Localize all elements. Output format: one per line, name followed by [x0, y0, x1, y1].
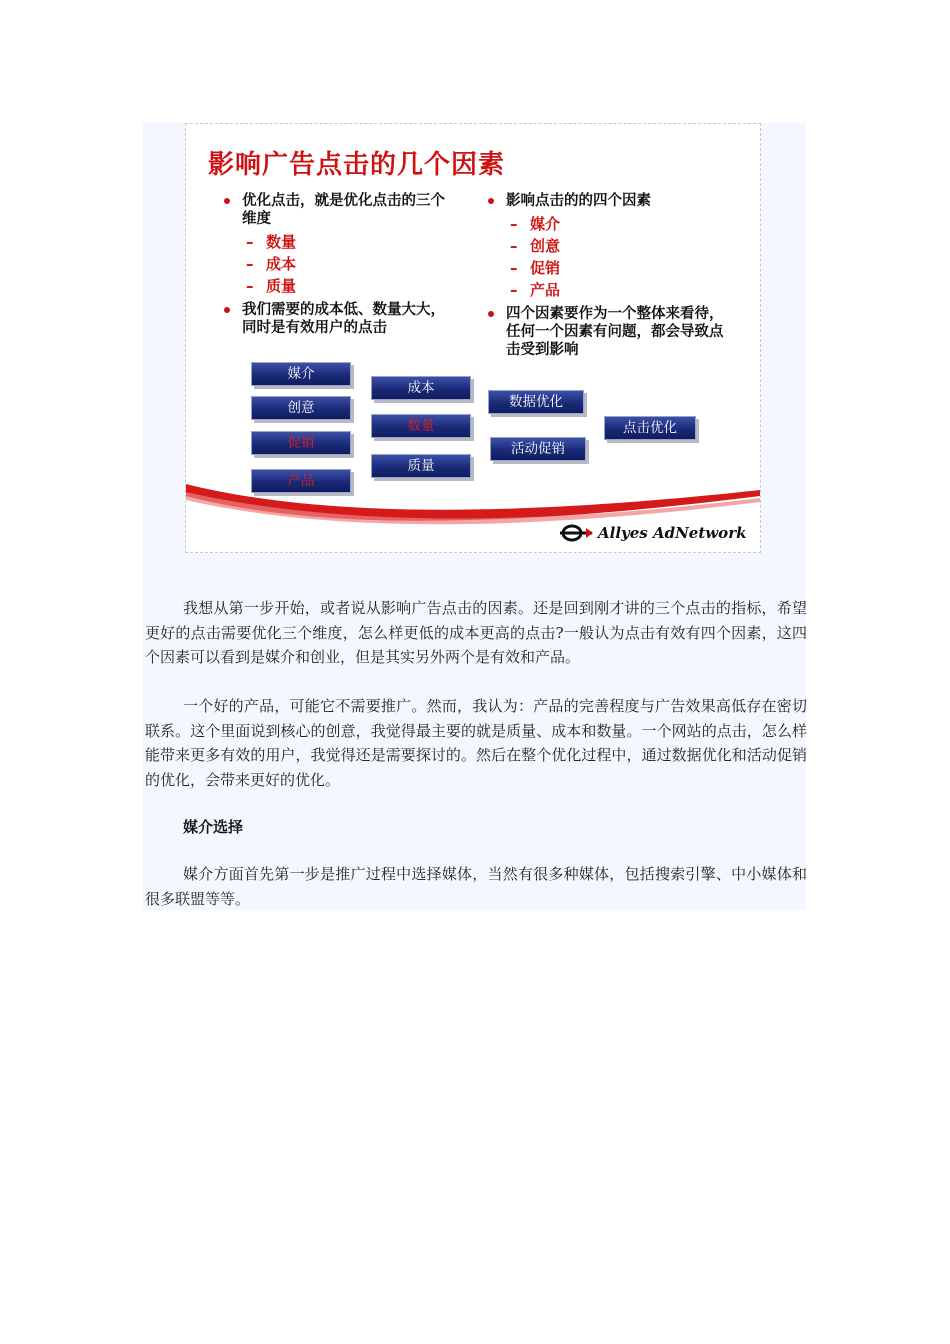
bullet-dot-icon [224, 307, 230, 313]
paragraph: 一个好的产品，可能它不需要推广。然而，我认为：产品的完善程度与广告效果高低存在密切联系。这个里面说到核心的创意，我觉得最主要的就是质量、成本和数量。一个网站的点击，怎么样能带来更多有效的用户，我觉得还是需要探讨的。然后在整个优化过程中，通过数据优化和活动促销的优化，会带来更好的优化。 [145, 697, 807, 789]
box-click-optimization: 点击优化 [604, 416, 696, 440]
bullet-dot-icon [488, 311, 494, 317]
logo-text: Allyes AdNetwork [598, 524, 747, 542]
box-creative: 创意 [251, 396, 351, 420]
slide-sub-item: – 产品 [510, 281, 561, 299]
box-campaign-promotion: 活动促销 [490, 437, 586, 461]
dash-icon: – [246, 255, 254, 273]
slide-left-column [220, 192, 458, 340]
box-media: 媒介 [251, 362, 351, 386]
box-quality: 质量 [371, 454, 471, 478]
slide-title: 影响广告点击的几个因素 [208, 150, 506, 180]
slide-bullet: 我们需要的成本低、数量大大，同时是有效用户的点击 [220, 301, 458, 337]
slide-sub-item: – 质量 [246, 277, 297, 295]
box-data-optimization: 数据优化 [488, 390, 584, 414]
paragraph: 媒介方面首先第一步是推广过程中选择媒体，当然有很多种媒体，包括搜索引擎、中小媒体和很多联盟等等。 [145, 865, 807, 908]
bullet-dot-icon [488, 198, 494, 204]
slide-sub-item: – 成本 [246, 255, 297, 273]
slide-sub-item: – 创意 [510, 237, 561, 255]
box-quantity: 数量 [371, 414, 471, 438]
slide-sub-item: – 数量 [246, 233, 297, 251]
dash-icon: – [246, 277, 254, 295]
slide-bullet: 影响点击的的四个因素 [484, 192, 734, 210]
slide-bullet: 四个因素要作为一个整体来看待，任何一个因素有问题，都会导致点击受到影响 [484, 305, 734, 359]
slide-right-column [484, 192, 734, 362]
dash-icon: – [510, 259, 518, 277]
box-product: 产品 [251, 469, 351, 493]
slide-bullet: 优化点击，就是优化点击的三个维度 [220, 192, 458, 228]
box-cost: 成本 [371, 376, 471, 400]
bullet-dot-icon [224, 198, 230, 204]
dash-icon: – [510, 215, 518, 233]
dash-icon: – [510, 281, 518, 299]
dash-icon: – [246, 233, 254, 251]
slide-sub-item: – 促销 [510, 259, 561, 277]
section-heading: 媒介选择 [183, 818, 244, 836]
box-promotion: 促销 [251, 431, 351, 455]
slide-image [185, 123, 761, 553]
allyes-logo [558, 519, 746, 547]
allyes-logo-icon [558, 523, 594, 543]
dash-icon: – [510, 237, 518, 255]
slide-sub-item: – 媒介 [510, 215, 561, 233]
paragraph: 我想从第一步开始，或者说从影响广告点击的因素。还是回到刚才讲的三个点击的指标，希望更好的点击需要优化三个维度，怎么样更低的成本更高的点击?一般认为点击有效有四个因素，这四个因素可以看到是媒介和创业，但是其实另外两个是有效和产品。 [145, 599, 807, 666]
